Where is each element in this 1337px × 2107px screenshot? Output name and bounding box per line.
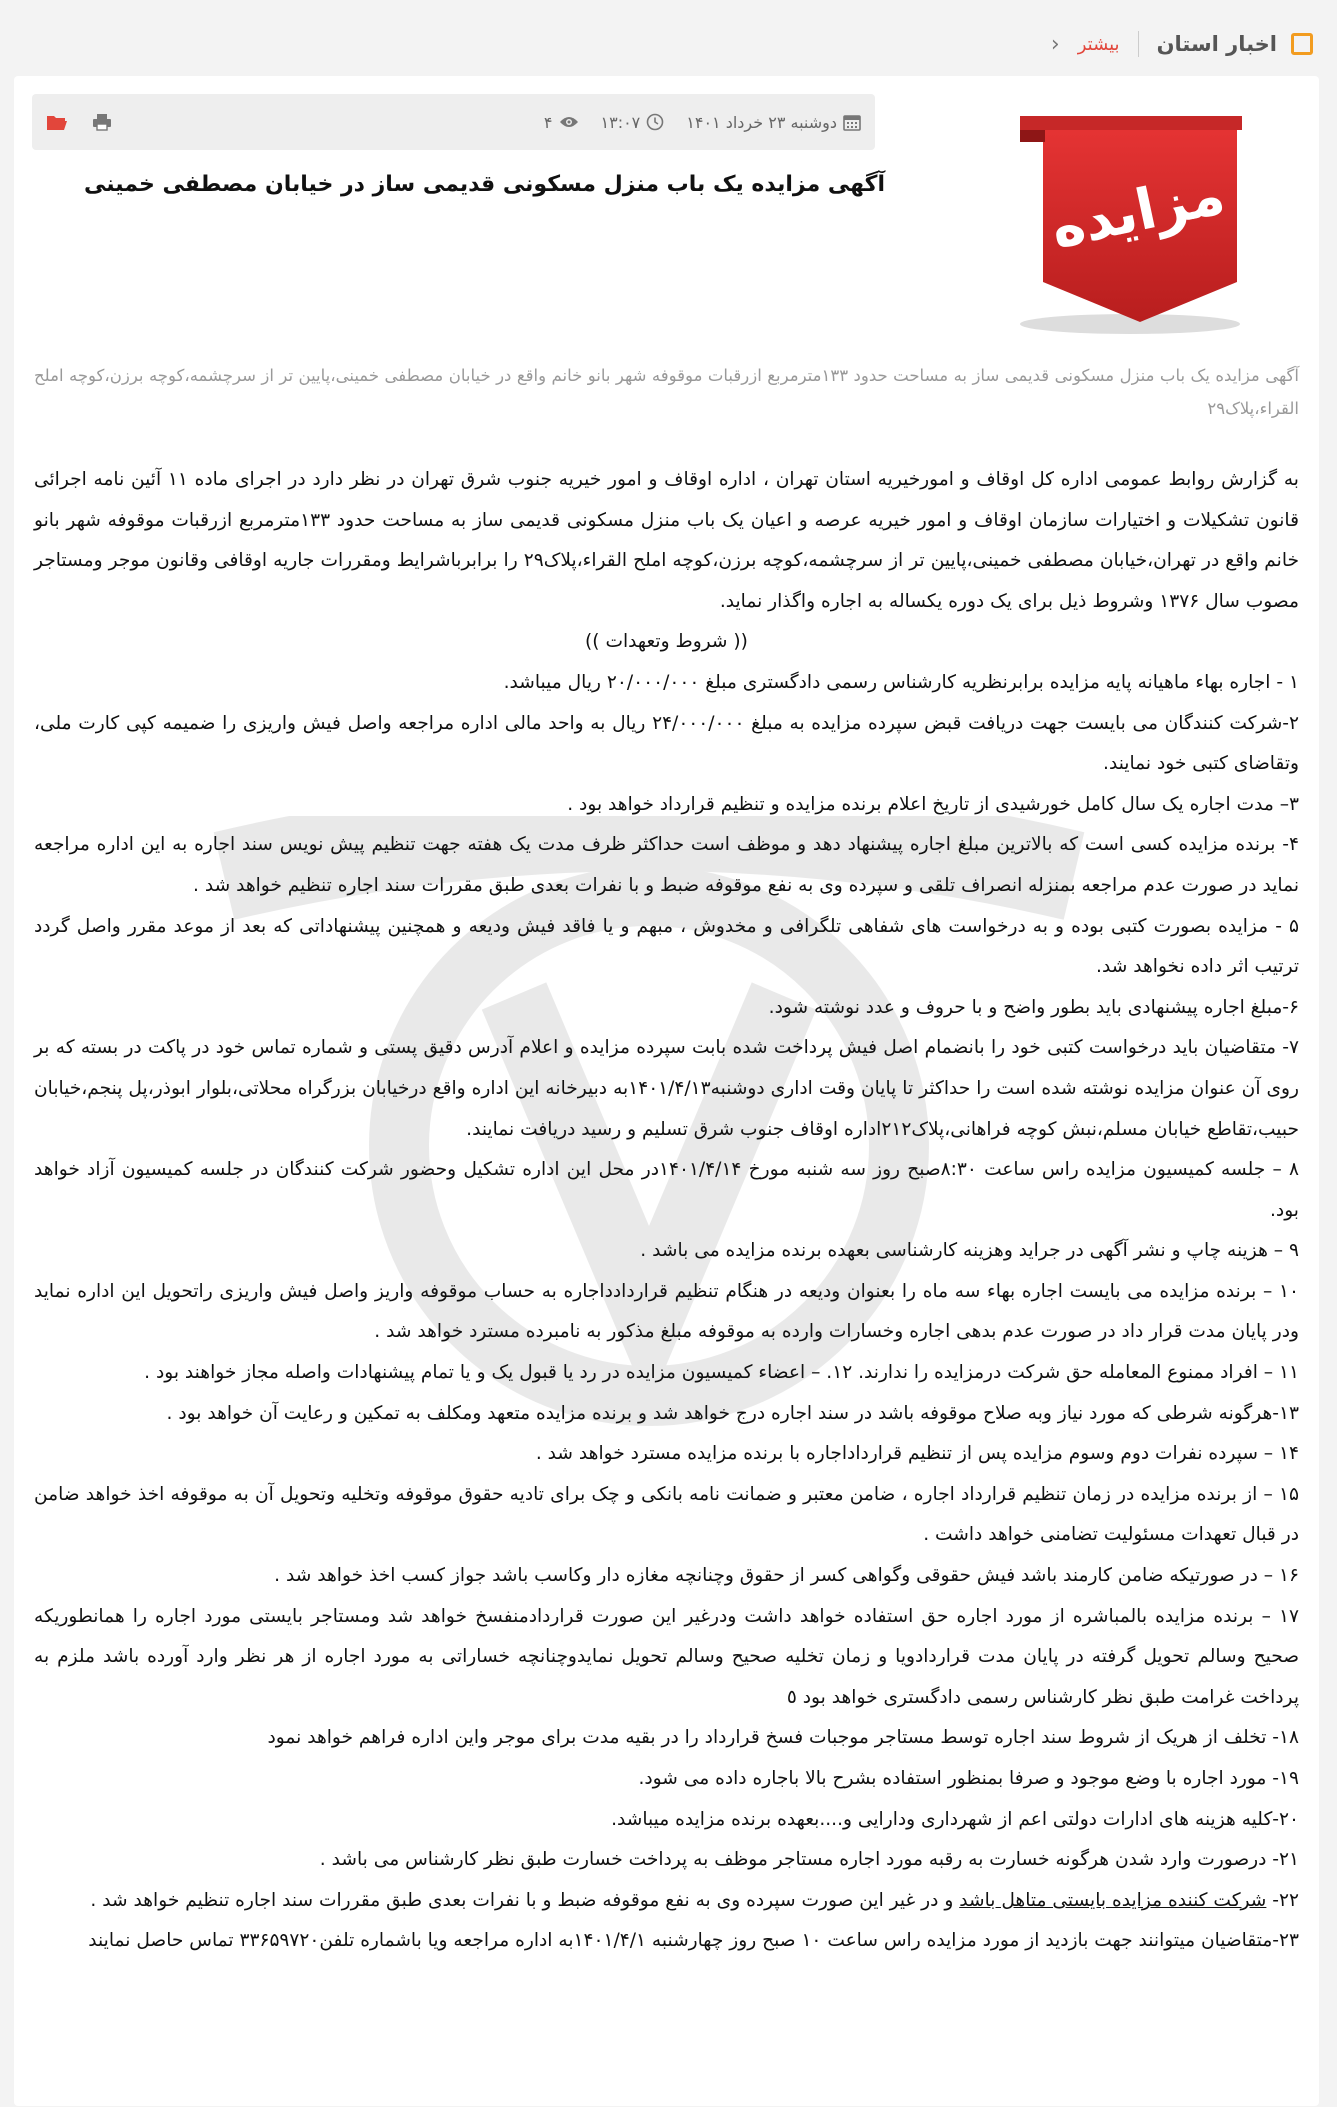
item22-prefix: ۲۲- <box>1266 1889 1299 1911</box>
section-square-icon <box>1291 33 1313 55</box>
article-intro: به گزارش روابط عمومی اداره کل اوقاف و امورخیریه استان تهران ، اداره اوقاف و امور خیریه جنوب شرق تهران در نظر دارد در اجرای ماده ۱۱ آئین نامه اجرائی قانون تشکیلات و اختیارات سازمان اوقاف و امور خیریه عرصه و اعیان یک باب منزل مسکونی قدیمی ساز به مساحت حدود ۱۳۳مترمربع ازرقبات موقوفه شهر بانو خانم واقع در تهران،خیابان مصطفی خمینی،پایین تر از سرچشمه،کوچه برزن،کوچه املح القراء،پلاک۲۹ را برابرباشرایط ومقررات جاریه اوقافی وقانون موجر ومستاجر مصوب سال ۱۳۷۶ وشروط ذیل برای یک دوره یکساله به اجاره واگذار نماید. <box>34 469 1299 612</box>
chevron-left-icon[interactable]: ‹ <box>1050 31 1060 57</box>
stamp-text: مزایده <box>1045 161 1231 262</box>
article-meta-bar <box>32 94 875 150</box>
condition-item: ۲۱- درصورت وارد شدن هرگونه خسارت به رقبه مورد اجاره مستاجر موظف به پرداخت خسارت طبق نظر کارشناس می باشد . <box>319 1849 1299 1871</box>
meta-views-text: ۴ <box>543 112 553 132</box>
condition-item: ۱ - اجاره بهاء ماهیانه پایه مزایده برابرنظریه کارشناس رسمی دادگستری مبلغ ۲۰/۰۰۰/۰۰۰ ریال میباشد. <box>503 671 1299 693</box>
condition-item: ۱۰ – برنده مزایده می بایست اجاره بهاء سه ماه را بعنوان ودیعه در هنگام تنظیم قراردادداجاره به حساب موقوفه واریز واصل فیش واریزی راتحویل این اداره نماید ودر پایان مدت قرار داد در صورت عدم بدهی اجاره وخسارات وارده به موقوفه مبلغ مذکور به نامبرده مسترد خواهد شد . <box>34 1280 1299 1343</box>
condition-item-22 <box>34 1881 1299 1922</box>
condition-item: ۳– مدت اجاره یک سال کامل خورشیدی از تاریخ اعلام برنده مزایده و تنظیم قرارداد خواهد بود . <box>567 793 1299 815</box>
print-button[interactable] <box>92 113 112 131</box>
condition-item: ۶-مبلغ اجاره پیشنهادی باید بطور واضح و با حروف و عدد نوشته شود. <box>768 996 1299 1018</box>
condition-item: ۲۰-کلیه هزینه های ادارات دولتی اعم از شهرداری ودارایی و....بعهده برنده مزایده میباشد. <box>611 1808 1299 1830</box>
article-lead: آگهی مزایده یک باب منزل مسکونی قدیمی ساز به مساحت حدود ۱۳۳مترمربع ازرقبات موقوفه شهر بانو خانم واقع در خیابان مصطفی خمینی،پایین تر از سرچشمه،کوچه برزن،کوچه املح القراء،پلاک۲۹ <box>34 366 1299 418</box>
condition-item: ۱۹- مورد اجاره با وضع موجود و صرفا بمنظور استفاده بشرح بالا باجاره داده می شود. <box>638 1768 1299 1789</box>
folder-button[interactable] <box>46 113 68 131</box>
clock-icon <box>646 113 664 131</box>
print-icon <box>92 113 112 131</box>
condition-item: ۱۳-هرگونه شرطی که مورد نیاز وبه صلاح موقوفه باشد در سند اجاره درج خواهد شد و برنده مزایده متعهد ومکلف به تمکین و رعایت آن خواهد بود . <box>166 1402 1299 1424</box>
condition-item: ۷- متقاضیان باید درخواست کتبی خود را بانضمام اصل فیش پرداخت شده بابت سپرده مزایده و اعلام آدرس دقیق پستی و شماره تماس خود در پاکت در بسته که بر روی آن عنوان مزایده نوشته شده است را حداکثر تا پایان وقت اداری دوشنبه۱۴۰۱/۴/۱۳به دبیرخانه این اداره واقع درخیابان بزرگراه محلاتی،بلوار ابوذر،پل پنجم،خیابان حبیب،تقاطع خیابان مسلم،نبش کوچه فراهانی،پلاک۲۱۲اداره اوقاف جنوب شرق تسلیم و رسید دریافت نمایند. <box>34 1037 1299 1140</box>
condition-item: ۱۵ – از برنده مزایده در زمان تنظیم قرارداد اجاره ، ضامن معتبر و ضمانت نامه بانکی و چک برای تادیه حقوق موقوفه وتخلیه وتحویل آن به موقوفه اخذ خواهد ضامن در قبال تعهدات مسئولیت تضامنی خواهد داشت . <box>34 1483 1299 1546</box>
condition-item: ۱۸- تخلف از هریک از شروط سند اجاره توسط مستاجر موجبات فسخ قرارداد را در بقیه مدت برای موجر واین اداره فراهم خواهد نمود <box>267 1727 1299 1749</box>
article-title: آگهی مزایده یک باب منزل مسکونی قدیمی ساز در خیابان مصطفی خمینی <box>83 172 885 197</box>
more-link[interactable]: بیشتر <box>1077 33 1120 55</box>
condition-item: ۱۱ – افراد ممنوع المعامله حق شرکت درمزایده را ندارند. ۱۲. – اعضاء کمیسیون مزایده در رد یا قبول یک و یا تمام پیشنهادات واصله مجاز خواهند بود . <box>144 1362 1299 1384</box>
condition-item: ۲-شرکت کنندگان می بایست جهت دریافت قبض سپرده مزایده به مبلغ ۲۴/۰۰۰/۰۰۰ ریال به واحد مالی اداره مراجعه واصل فیش واریزی را ضمیمه کپی کارت ملی، وتقاضای کتبی خود نمایند. <box>34 712 1299 775</box>
meta-date-text: دوشنبه ۲۳ خرداد ۱۴۰۱ <box>686 112 837 132</box>
condition-item: ۱۶ – در صورتیکه ضامن کارمند باشد فیش حقوقی وگواهی کسر از حقوق وچنانچه مغازه دار وکاسب باشد جواز کسب اخذ خواهد شد . <box>274 1565 1299 1587</box>
folder-icon <box>46 113 68 131</box>
condition-item: ۴- برنده مزایده کسی است که بالاترین مبلغ اجاره پیشنهاد دهد و موظف است حداکثر ظرف مدت یک هفته جهت تنظیم پیش نویس سند اجاره به این اداره مراجعه نماید در صورت عدم مراجعه بمنزله انصراف تلقی و سپرده وی به نفع موقوفه ضبط و با نفرات بعدی طبق مقررات سند اجاره تنظیم خواهد شد . <box>34 834 1299 896</box>
meta-date <box>686 113 861 132</box>
condition-item-23: ۲۳-متقاضیان میتوانند جهت بازدید از مورد مزایده راس ساعت ۱۰ صبح روز چهارشنبه ۱۴۰۱/۴/۱به اداره مراجعه ویا باشماره تلفن۳۳۶۵۹۷۲۰ تماس حاصل نمایند <box>88 1930 1299 1952</box>
conditions-title: (( شروط وتعهدات )) <box>585 631 748 653</box>
meta-time <box>601 113 665 132</box>
section-header <box>10 20 1327 68</box>
item22-rest: و در غیر این صورت سپرده وی به نفع موقوفه ضبط و با نفرات بعدی طبق مقررات سند اجاره تنظیم خواهد شد . <box>90 1889 960 1911</box>
condition-item: ۵ - مزایده بصورت کتبی بوده و به درخواست های شفاهی تلگرافی و مخدوش ، مبهم و یا فاقد فیش ودیعه و همچنین پیشنهاداتی که بعد از موعد مقرر واصل گردد ترتیب اثر داده نخواهد شد. <box>34 915 1299 978</box>
meta-views <box>544 113 579 132</box>
item22-underlined: شرکت کننده مزایده بایستی متاهل باشد <box>959 1889 1267 1911</box>
condition-item: ۸ – جلسه کمیسیون مزایده راس ساعت ۸:۳۰صبح روز سه شنبه مورخ ۱۴۰۱/۴/۱۴در محل این اداره تشکیل وحضور شرکت کنندگان در جلسه کمیسیون آزاد خواهد بود. <box>34 1159 1299 1221</box>
auction-stamp-image <box>1005 112 1255 342</box>
condition-item: ۱۷ – برنده مزایده بالمباشره از مورد اجاره حق استفاده خواهد داشت ودرغیر این صورت قراردادمنفسخ خواهد شد ومستاجر بایستی مورد اجاره را همانطوریکه صحیح وسالم تحویل گرفته در پایان مدت قراردادویا و زمان تخلیه صحیح وسالم تحویل نمایدوچنانچه خساراتی به مورد اجاره از هر نظر وارد آورده باشد ملزم به پرداخت غرامت طبق نظر کارشناس رسمی دادگستری خواهد بود ٥ <box>34 1605 1299 1708</box>
section-title: اخبار استان <box>1156 32 1277 56</box>
calendar-icon <box>843 113 861 131</box>
header-divider <box>1138 31 1139 57</box>
eye-icon <box>559 115 579 129</box>
condition-item: ۱۴ – سپرده نفرات دوم وسوم مزایده پس از تنظیم قرارداداجاره با برنده مزایده مسترد خواهد شد . <box>535 1443 1299 1465</box>
condition-item: ۹ – هزینه چاپ و نشر آگهی در جراید وهزینه کارشناسی بعهده برنده مزایده می باشد . <box>640 1240 1299 1262</box>
meta-time-text: ۱۳:۰۷ <box>600 112 641 132</box>
article-card <box>14 76 1319 2106</box>
article-body <box>34 460 1299 1962</box>
